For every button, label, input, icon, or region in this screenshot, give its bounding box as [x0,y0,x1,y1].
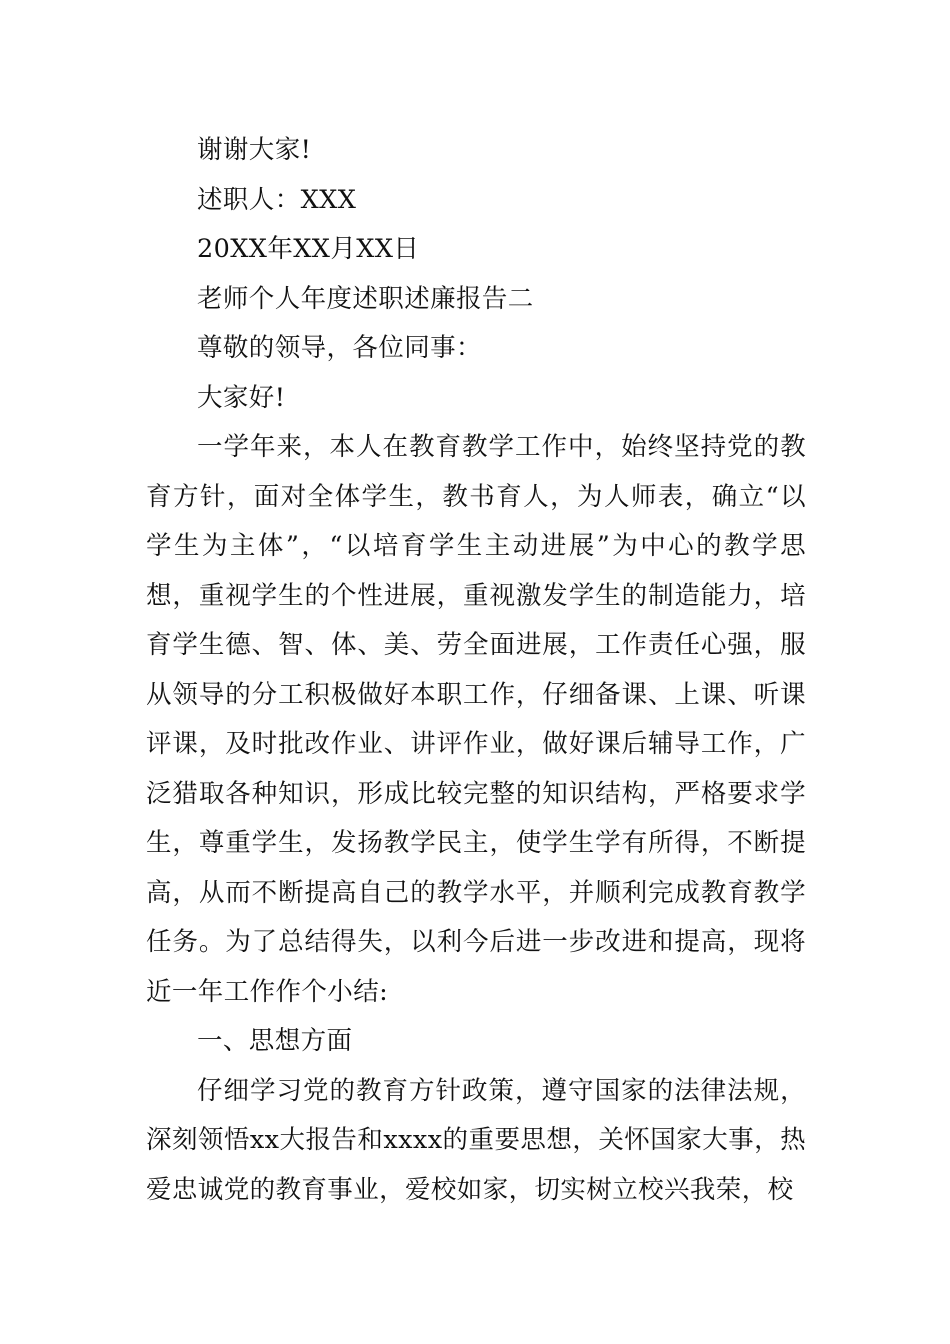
reporter-line: 述职人：XXX [197,184,357,215]
salutation-line: 尊敬的领导，各位同事： [197,333,482,363]
report-title: 老师个人年度述职述廉报告二 [197,283,534,314]
intro-paragraph: 一学年来，本人在教育教学工作中，始终坚持党的教育方针，面对全体学生，教书育人，为人师表，确立“以学生为主体”，“以培育学生主动进展”为中心的教学思想，重视学生的个性进展，重视激发学生的制造能力，培育学生德、智、体、美、劳全面进展，工作责任心强，服从领导的分工积极做好本职工作，仔细备课、上课、听课评课，及时批改作业、讲评作业，做好课后辅导工作，广泛猎取各种知识，形成比较完整的知识结构，严格要求学生，尊重学生，发扬教学民主，使学生学有所得，不断提高，从而不断提高自己的教学水平，并顺利完成教育教学任务。为了总结得失，以利今后进一步改进和提高，现将近一年工作作个小结: [146,432,806,1007]
document-body [146,126,806,1215]
greeting-line: 大家好! [197,382,286,413]
closing-line: 谢谢大家! [197,135,312,165]
section1-heading: 一、思想方面 [197,1026,353,1056]
section1-paragraph: 仔细学习党的教育方针政策，遵守国家的法律法规，深刻领悟xx大报告和xxxx的重要思想，关怀国家大事，热爱忠诚党的教育事业，爱校如家，切实树立校兴我荣，校 [146,1075,806,1205]
date-line: 20XX年XX月XX日 [197,234,420,264]
